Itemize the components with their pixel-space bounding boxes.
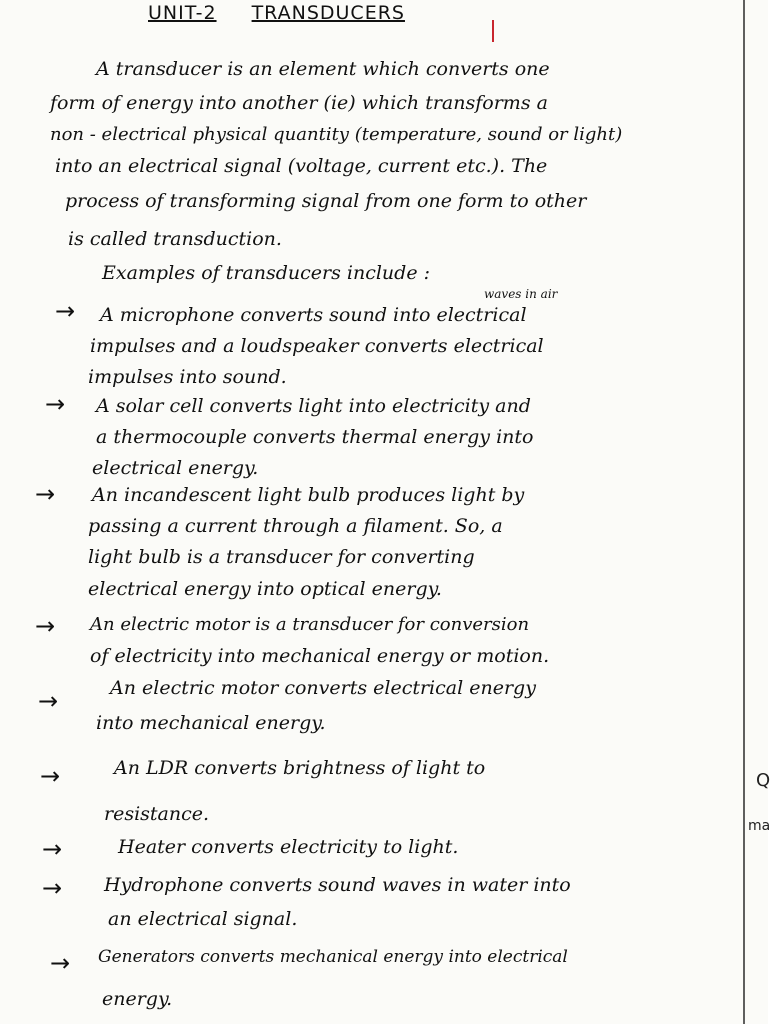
margin-rule <box>743 0 745 1024</box>
intro-line: form of energy into another (ie) which transforms a <box>50 92 548 114</box>
arrow-icon: → <box>50 949 71 977</box>
unit-label: UNIT-2 <box>148 2 217 24</box>
example-line: resistance. <box>104 803 210 825</box>
example-line: a thermocouple converts thermal energy into <box>96 426 534 448</box>
example-line: Hydrophone converts sound waves in water into <box>104 874 571 896</box>
arrow-icon: → <box>38 687 59 715</box>
example-line: An electric motor is a transducer for conversion <box>90 614 530 635</box>
example-line: passing a current through a filament. So, a <box>88 515 503 537</box>
example-line: light bulb is a transducer for converting <box>88 546 475 568</box>
example-line: electrical energy into optical energy. <box>88 578 442 600</box>
intro-line: into an electrical signal (voltage, current etc.). The <box>55 155 548 177</box>
page-title: TRANSDUCERS <box>251 2 405 24</box>
edge-mark: ma <box>748 818 770 834</box>
arrow-icon: → <box>35 612 56 640</box>
example-line: electrical energy. <box>92 457 259 479</box>
intro-line: non - electrical physical quantity (temperature, sound or light) <box>50 124 623 145</box>
example-line: Generators converts mechanical energy into electrical <box>98 947 568 967</box>
red-margin-tick <box>492 20 494 42</box>
example-line: A microphone converts sound into electrical <box>100 304 527 326</box>
examples-heading: Examples of transducers include : <box>102 262 431 284</box>
intro-line: is called transduction. <box>68 228 282 250</box>
example-line: energy. <box>102 988 173 1010</box>
arrow-icon: → <box>42 874 63 902</box>
example-line: impulses and a loudspeaker converts electrical <box>90 335 544 357</box>
arrow-icon: → <box>45 390 66 418</box>
example-line: of electricity into mechanical energy or motion. <box>90 645 550 667</box>
example-line: An incandescent light bulb produces light by <box>92 484 525 506</box>
arrow-icon: → <box>35 480 56 508</box>
example-line: impulses into sound. <box>88 366 287 388</box>
example-line: Heater converts electricity to light. <box>118 836 459 858</box>
example-line: an electrical signal. <box>108 908 298 930</box>
page-header <box>148 2 405 24</box>
example-line: into mechanical energy. <box>96 712 326 734</box>
example-line: An LDR converts brightness of light to <box>114 757 486 779</box>
example-line: An electric motor converts electrical energy <box>110 677 536 699</box>
example-line: A solar cell converts light into electricity and <box>96 395 531 417</box>
intro-line: process of transforming signal from one form to other <box>65 190 587 212</box>
caret-insertion-note: waves in air <box>484 287 558 301</box>
arrow-icon: → <box>55 297 76 325</box>
edge-mark: Q <box>756 770 770 791</box>
arrow-icon: → <box>40 762 61 790</box>
arrow-icon: → <box>42 835 63 863</box>
intro-line: A transducer is an element which converts one <box>96 58 550 80</box>
